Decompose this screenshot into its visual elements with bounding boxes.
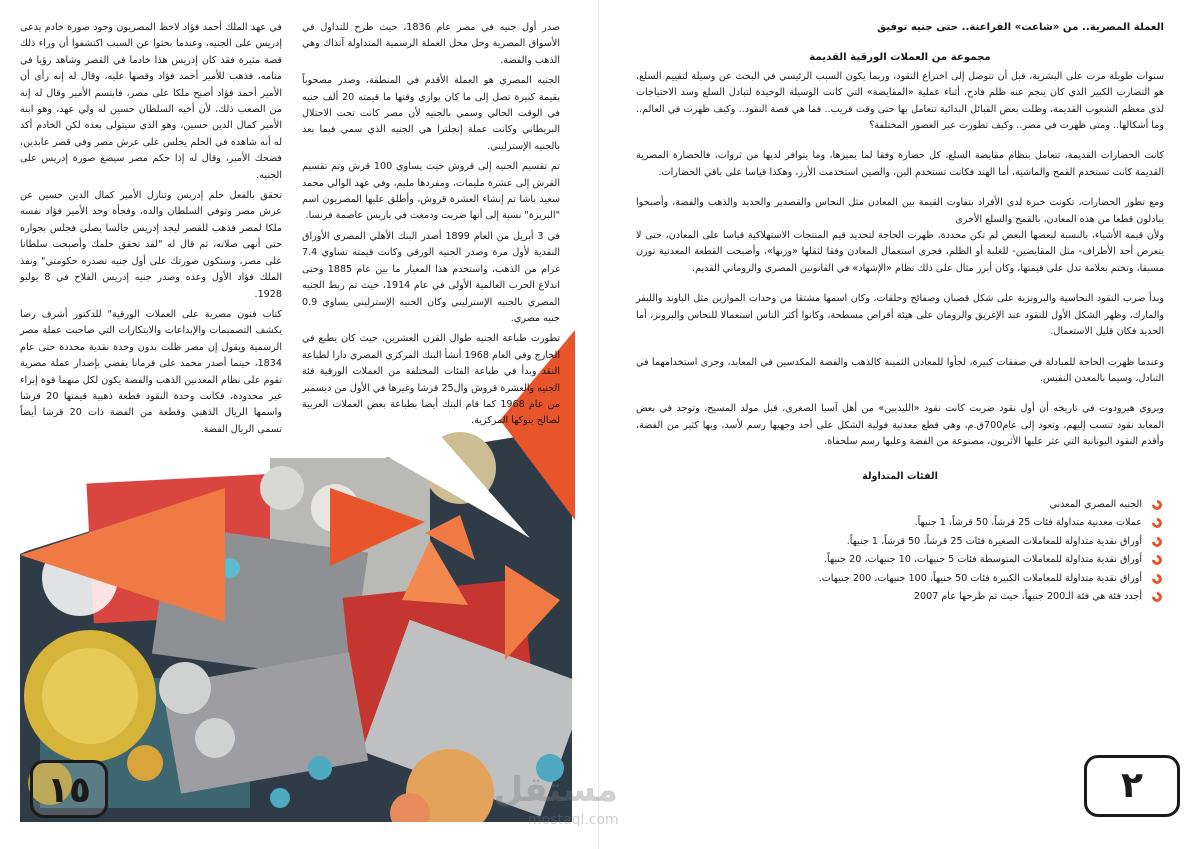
paragraph: صدر أول جنيه في مصر عام 1836، حيث طرح للتداول في الأسواق المصرية وحل محل العملة الرسمية المتداولة آنذاك وهي الذهب والفضة. xyxy=(302,22,561,66)
page-number-right: ٢ xyxy=(1084,755,1180,817)
article-subtitle: مجموعة من العملات الورقية القديمة xyxy=(809,52,991,64)
list-item: عملات معدنية متداولة فئات 25 قرشاً، 50 قرشاً، 1 جنيهاً. xyxy=(636,515,1164,531)
paragraph: تحقق بالفعل حلم إدريس وتنازل الأمير كمال الدين حسين عن عرش مصر وتوفي السلطان والده، وفجأة وجد الأمير فؤاد نفسه ملكا لمصر فذهب للقصر ليجد إدريس جالسا يصلي فجلس بجواره حتى أنهى صلاته، ثم قال له "لقد تحقق حلمك وأصبحت سلطانا على مصر، وستكون صورتك على أول جنيه تصدره حكومتي" ونفذ الملك فؤاد الأول وعده وصدر جنيه إدريس الفلاح في 8 يوليو 1928. xyxy=(20,190,283,300)
paragraph: ومع تطور الحضارات، تكونت خبرة لدى الأفراد بتفاوت القيمة بين المعادن مثل النحاس والقصدير والحديد والذهب والفضة، وأصبحوا يبادلون قطعا من هذه المعادن، بالقمح والسلع الأخرى ولأن قيمة الأشياء، بالنسبة لبعضها البعض لم تكن محددة، ظهرت الحاجة لتحديد قيم المنتجات الاستهلاكية قياسا على المعادن، حتى لا يتعرض أحد الأطراف- مثل المقايضين- للغلبة أو الظلم، فجرى استعمال المعادن وفقا لثقلها «وزنها»، وأصبحت القطعة المعدنية توزن مسبقا، وتختم بعلامة تدل على قيمتها، وكان أبرز مثال على ذلك نظام «الإشهاد» في القانونين المصري والروماني القديم. xyxy=(636,197,1164,274)
left-column-text xyxy=(20,20,282,442)
list-item: أوراق نقدية متداولة للمعاملات الكبيرة فئات 50 جنيهاً، 100 جنيهات، 200 جنيهات. xyxy=(636,571,1164,587)
paragraph: في عهد الملك أحمد فؤاد لاحظ المصريون وجود صورة خادم يدعى إدريس على الجنيه، وعندما بحثوا عن السبب اكتشفوا أن وراء ذلك قصة مثيرة فقد كان إدريس هذا خادما في القصر وشاهد رؤيا في منامه، فذهب للأمير أحمد فؤاد وقصها عليه، وقال له إنه رأى أن الأمير أحمد فؤاد أصبح ملكا على مصر، فابتسم الأمير وقال له إنه من الصعب ذلك، لأن أخيه السلطان حسين له ولي عهد، وهو ابنه الأمير كمال الدين حسين، وهو الذي سيتولى بعده لكن الخادم أكد له أنه شاهده في الحلم يجلس على عرش مصر وفي قصر عابدين، فضحك الأمير، وقال له إذا حكم مصر سيضع صورة إدريس على الجنيه. xyxy=(20,22,282,181)
list-item: أجدد فئة هي فئة الـ200 جنيهاً، حيث تم طرحها عام 2007 xyxy=(636,589,1164,605)
list-item: أوراق نقدية متداولة للمعاملات الصغيرة فئات 25 قرشاً، 50 قرشاً، 1 جنيهاً. xyxy=(636,534,1164,550)
list-item: الجنيه المصري المعدني xyxy=(636,497,1164,513)
paragraph: ويروي هيرودوت في تاريخه أن أول نقود ضربت كانت نقود «الليديين» من أهل آسيا الصغرى، قبل مولد المسيح، وتوجد في بعض المعابد نقود تنسب إليهم، وتعود إلى عام700ق.م، وهي قطع معدنية فولية الشكل على أحد وجهيها رسم لأسد، وبها كثير من الفضة، وأقدم النقود اليونانية التي عثر عليها الأثريون، مصنوعة من الفضة وعليها رسم سلحفاة. xyxy=(636,403,1164,448)
paragraph: تطورت طباعة الجنيه طوال القرن العشرين، حيث كان يطبع في الخارج وفي العام 1968 أنشأ البنك المركزي المصري دارا لطباعة النقد وبدأ في طباعة الفئات المختلفة من العملات الورقية فئة الجنيه والعشرة قروش وال25 قرشا وغيرها في الأول من ديسمبر من عام 1968 كما قام البنك أيضا بطباعة بعض العملات العربية لصالح بنوكها المركزية. xyxy=(302,333,560,427)
page-number-left: ١٥ xyxy=(30,760,108,818)
article-title: العملة المصرية.. من «شاعت» الفراعنة.. حتى جنيه توفيق xyxy=(877,22,1164,33)
watermark-url: mostaql.com xyxy=(528,812,619,828)
paragraph: كانت الحضارات القديمة، تتعامل بنظام مقايضة السلع، كل حضارة وفقا لما يميزها، وما يتوافر لديها من ثروات، فالحضارة المصرية القديمة كانت تستخدم القمح والماشية، أما الهند فكانت تستخدم البن، والصين استخدمت الأرز، وهكذا قياسا على باقي الحضارات. xyxy=(636,150,1164,178)
paragraph: كتاب فنون مصرية على العملات الورقية" للدكتور أشرف رضا يكشف التصميمات والإبداعات والابتكارات التي صاحبت عملة مصر الرسمية ويقول إن مصر ظلت بدون وحدة نقدية محددة حتى عام 1834، حينما أصدر محمد على فرمانا يقضي بإصدار عملة مصرية تقوم على نظام المعدنين الذهب والفضة يكون لكل منهما قوة إبراء غير محدودة، فكانت وحدة النقود قطعة ذهبية قيمتها 20 قرشا واسمها الريال الذهبي وقطعة من الفضة ذات 20 قرشا أيضاً تسمى الريال الفضة. xyxy=(20,308,282,435)
middle-column-text xyxy=(302,20,560,434)
paragraph: في 3 أبريل من العام 1899 أصدر البنك الأهلي المصري الأوراق النقدية لأول مرة وصدر الجنيه الورقي وكانت قيمته تساوي 7.4 غرام من الذهب، واستخدم هذا المعيار ما بين عام 1885 وحتى اندلاع الحرب العالمية الأولى في عام 1914، حيث تم ربط الجنيه المصري بالجنيه الإسترليني وكان الجنيه الإسترليني يساوي 0.9 جنيه مصري. xyxy=(302,230,560,324)
watermark-logo: مستقل xyxy=(493,770,618,810)
paragraph: سنوات طويلة مرت على البشرية، قبل أن تتوصل إلى اختراع النقود، وربما يكون السبب الرئيسي في البحث عن وسيلة لتقييم السلع، هو التضارب الكبير الذي كان ينجم عنه ظلم فادح، أثناء عملية «المقايضة» التي كانت الوسيلة الوحيدة لتبادل السلع وسد الاحتياجات لدى معظم الشعوب القديمة، وظلت بعض القبائل البدائية تتعامل بها حتى وقت قريب.. فما هي قصة النقود.. وكيف ظهرت في العالم.. وما أشكالها.. ومتى ظهرت في مصر.. وكيف تطورت عبر العصور المختلفة؟ xyxy=(636,70,1164,132)
paragraph: وعندما ظهرت الحاجة للمبادلة في صفقات كبيرة، لجأوا للمعادن الثمينة كالذهب والفضة المكدسين في المعابد، وجرى استخدامهما في التبادل، وسيما بالمعدن النفيس. xyxy=(636,356,1164,384)
paragraph: وبدأ ضرب النقود النحاسية والبرونزية على شكل قضبان وصفائح وحلقات، وكان اسمها مشتقا من وحدات الموازين مثل الباوند والليفر والمارك، وظهر الشكل الأول للنقود عند الإغريق والرومان على هيئة أقراص مسطحة، وكانوا أكثر الناس استعمالا للنحاس والبرونز، أما الحديد فكان قليل الاستعمال. xyxy=(636,293,1164,338)
paragraph: الجنيه المصري هو العملة الأقدم في المنطقة، وصدر مصحوباً بقيمة كبيرة تصل إلى ما كان يوازي وقتها ما قيمته 20 ألف جنيه في الوقت الحالي وسمي بالجنيه لأن مصر كانت تحت الاحتلال البريطاني وكانت عملة إنجلترا هي الجنيه الذي سمي فيما بعد بالجنيه الإسترليني. xyxy=(302,75,560,152)
list-item: أوراق نقدية متداولة للمعاملات المتوسطة فئات 5 جنيهات، 10 جنيهات، 20 جنيهاً. xyxy=(636,552,1164,568)
section-title: الفئات المتداولة xyxy=(862,470,938,482)
paragraph: تم تقسيم الجنيه إلى قروش حيث يساوي 100 قرش وتم تقسيم القرش إلى عشرة مليمات، ومفردها مليم، وفي عهد الوالي محمد سعيد باشا تم إنشاء العشرة قروش، وأطلق عليها المصريون اسم "البريزة" نسبة إلى أنها ضربت ودمغت في باريس عاصمة فرنسا. xyxy=(302,161,561,222)
